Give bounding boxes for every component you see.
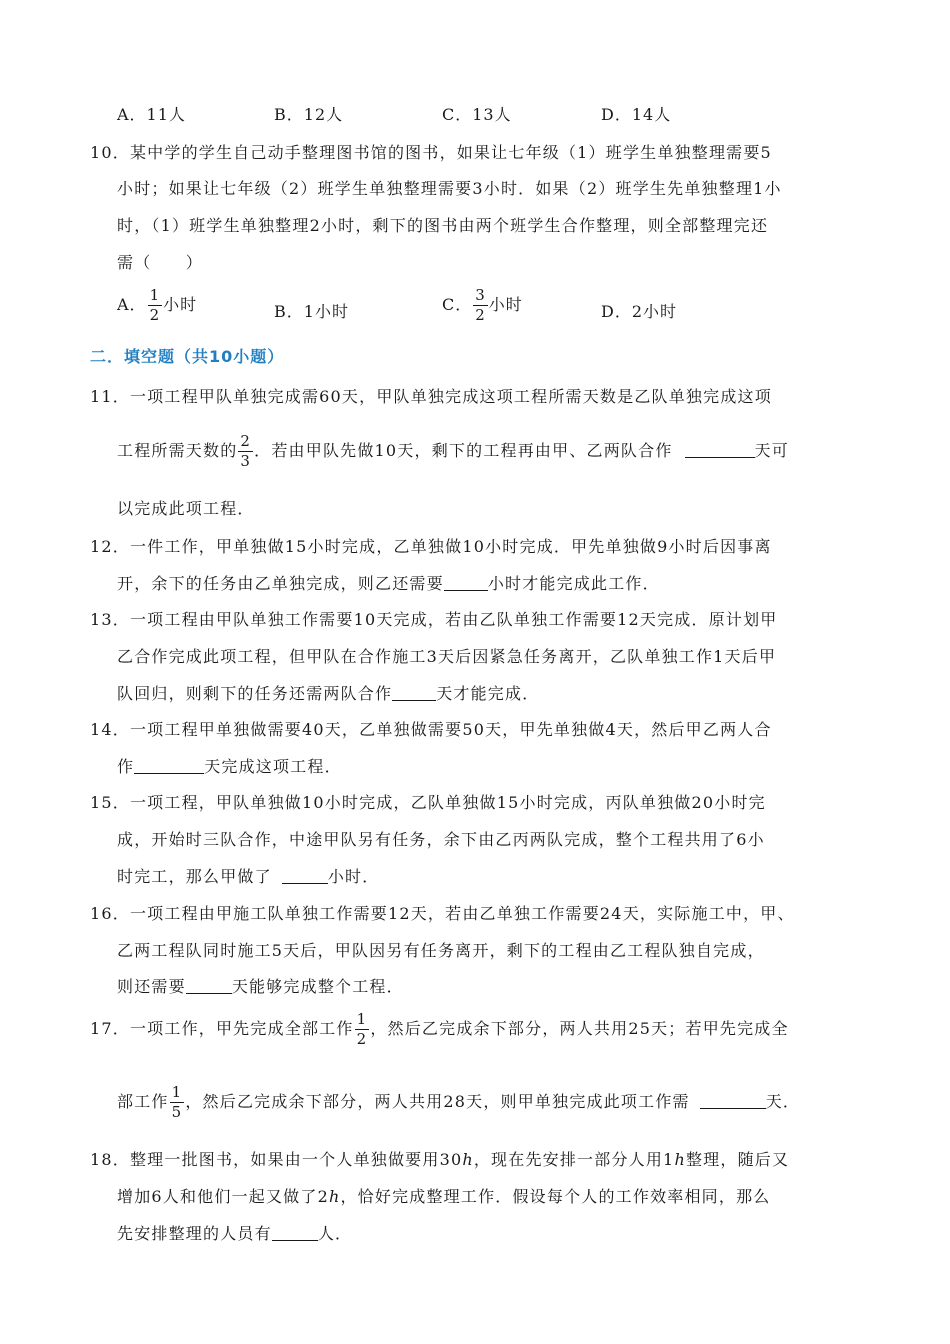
q14-text-2a: 作	[117, 757, 135, 776]
q18-unit-h: h	[328, 1187, 341, 1206]
q13-text-3b: 天才能完成．	[436, 684, 540, 703]
q11-answer-blank[interactable]	[685, 456, 755, 458]
q9-option-b[interactable]: B．12人	[274, 105, 344, 124]
q17-answer-blank[interactable]	[700, 1107, 766, 1109]
q10-option-c[interactable]	[442, 288, 523, 323]
q10-option-c-label: C．	[442, 295, 473, 314]
q14-number: 14．	[90, 720, 130, 739]
q13-line-1	[90, 607, 778, 630]
q17-line-2	[117, 1085, 800, 1120]
q11-text-2a: 工程所需天数的	[117, 441, 238, 460]
fraction-numerator: 1	[356, 1010, 368, 1028]
q16-text-1: 一项工程由甲施工队单独工作需要12天，若由乙单独工作需要24天，实际施工中，甲、	[129, 904, 795, 923]
q10-line-2: 小时；如果让七年级（2）班学生单独整理需要3小时．如果（2）班学生先单独整理1小	[117, 179, 782, 198]
q17-text-1b: ，然后乙完成余下部分，两人共用25天；若甲先完成全	[370, 1019, 789, 1038]
q17-text-2a: 部工作	[117, 1092, 169, 1111]
q17-text-2c: 天．	[765, 1092, 801, 1111]
q10-option-a-unit: 小时	[163, 295, 198, 314]
q15-line-3	[117, 864, 379, 887]
q11-number: 11．	[90, 387, 130, 406]
q9-option-a[interactable]: A．11人	[117, 105, 186, 124]
fraction-denominator: 2	[475, 306, 486, 324]
q10-option-a-label: A．	[117, 295, 147, 314]
q17-fraction-1	[355, 1012, 370, 1047]
q11-fraction	[238, 434, 253, 469]
fraction-numerator: 2	[240, 432, 252, 450]
q18-text-1b: ，现在先安排一部分人用1	[473, 1150, 675, 1169]
q17-text-1a: 一项工作，甲先完成全部工作	[129, 1019, 354, 1038]
q17-number: 17．	[90, 1019, 130, 1038]
q17-line-1	[90, 1012, 789, 1047]
fraction-denominator: 2	[149, 306, 161, 324]
q18-line-3	[117, 1221, 352, 1244]
fraction-numerator: 3	[475, 286, 486, 304]
q16-line-3	[117, 974, 404, 997]
q10-option-c-fraction	[473, 288, 488, 323]
q15-text-3a: 时完工，那么甲做了	[117, 867, 272, 886]
q13-text-1: 一项工程由甲队单独工作需要10天完成，若由乙队单独工作需要12天完成．原计划甲	[129, 610, 778, 629]
q14-line-1	[90, 717, 772, 740]
q10-line-3: 时，（1）班学生单独整理2小时，剩下的图书由两个班学生合作整理，则全部整理完还	[117, 216, 769, 235]
q10-option-c-unit: 小时	[488, 295, 523, 314]
q13-line-3	[117, 681, 539, 704]
q18-text-1a: 整理一批图书，如果由一个人单独做要用30	[129, 1150, 463, 1169]
q13-text-3a: 队回归，则剩下的任务还需两队合作	[117, 684, 393, 703]
q15-line-2: 成，开始时三队合作，中途甲队另有任务，余下由乙丙两队完成，整个工程共用了6小	[117, 830, 765, 849]
q12-answer-blank[interactable]	[444, 589, 488, 591]
q16-line-1	[90, 901, 795, 924]
q18-text-2b: ，恰好完成整理工作．假设每个人的工作效率相同，那么	[340, 1187, 771, 1206]
q10-option-a[interactable]	[117, 288, 197, 323]
fraction-numerator: 1	[171, 1083, 183, 1101]
fraction-denominator: 2	[356, 1030, 368, 1048]
q13-answer-blank[interactable]	[392, 699, 436, 701]
q16-answer-blank[interactable]	[186, 992, 232, 994]
q10-option-d[interactable]: D．2小时	[601, 302, 678, 321]
q12-text-2a: 开，余下的任务由乙单独完成，则乙还需要	[117, 574, 444, 593]
q18-unit-h: h	[674, 1150, 686, 1169]
q15-answer-blank[interactable]	[282, 882, 328, 884]
q13-line-2: 乙合作完成此项工程，但甲队在合作施工3天后因紧急任务离开，乙队单独工作1天后甲	[117, 647, 777, 666]
q16-text-3a: 则还需要	[117, 977, 186, 996]
fraction-numerator: 1	[149, 286, 161, 304]
q18-line-1	[90, 1147, 789, 1170]
q12-text-2b: 小时才能完成此工作．	[487, 574, 660, 593]
q10-number: 10．	[90, 143, 130, 162]
q17-fraction-2	[170, 1085, 185, 1120]
q13-number: 13．	[90, 610, 130, 629]
fraction-denominator: 5	[171, 1103, 183, 1121]
q12-line-1	[90, 534, 772, 557]
q18-text-2a: 增加6人和他们一起又做了2	[117, 1187, 329, 1206]
q11-text-1: 一项工程甲队单独完成需60天，甲队单独完成这项工程所需天数是乙队单独完成这项	[129, 387, 772, 406]
q9-option-c[interactable]: C．13人	[442, 105, 512, 124]
q12-text-1: 一件工作，甲单独做15小时完成，乙单独做10小时完成．甲先单独做9小时后因事离	[129, 537, 772, 556]
q15-line-1	[90, 790, 766, 813]
q16-line-2: 乙两工程队同时施工5天后，甲队因另有任务离开，剩下的工程由乙工程队独自完成，	[117, 941, 765, 960]
q10-line-4: 需（ ）	[117, 253, 204, 272]
q10-option-b[interactable]: B．1小时	[274, 302, 349, 321]
section-title: 二．填空题（共10小题）	[90, 347, 285, 366]
q15-text-3b: 小时．	[327, 867, 380, 886]
q18-text-3a: 先安排整理的人员有	[117, 1224, 272, 1243]
q14-answer-blank[interactable]	[134, 772, 204, 774]
q15-text-1: 一项工程，甲队单独做10小时完成，乙队单独做15小时完成，丙队单独做20小时完	[129, 793, 766, 812]
q14-line-2	[117, 754, 342, 777]
q18-answer-blank[interactable]	[272, 1239, 318, 1241]
q14-text-1: 一项工程甲单独做需要40天，乙单独做需要50天，甲先单独做4天，然后甲乙两人合	[129, 720, 772, 739]
q12-line-2	[117, 571, 660, 594]
q15-number: 15．	[90, 793, 130, 812]
fraction-denominator: 3	[240, 452, 252, 470]
q12-number: 12．	[90, 537, 130, 556]
q17-text-2b: ，然后乙完成余下部分，两人共用28天，则甲单独完成此项工作需	[185, 1092, 690, 1111]
q11-line-3: 以完成此项工程．	[117, 499, 255, 518]
q14-text-2b: 天完成这项工程．	[204, 757, 342, 776]
q11-line-1	[90, 384, 772, 407]
q18-text-1c: 整理，随后又	[685, 1150, 790, 1169]
q9-option-d[interactable]: D．14人	[601, 105, 672, 124]
q11-line-2	[117, 434, 789, 469]
q10-line-1	[90, 140, 772, 163]
q16-text-3b: 天能够完成整个工程．	[231, 977, 404, 996]
q18-number: 18．	[90, 1150, 130, 1169]
q11-text-2c: 天可	[754, 441, 789, 460]
q18-text-3b: 人．	[317, 1224, 353, 1243]
q11-text-2b: ．若由甲队先做10天，剩下的工程再由甲、乙两队合作	[254, 441, 673, 460]
q10-option-a-fraction	[148, 288, 163, 323]
q10-text-1: 某中学的学生自己动手整理图书馆的图书，如果让七年级（1）班学生单独整理需要5	[129, 143, 772, 162]
q18-unit-h: h	[462, 1150, 474, 1169]
q16-number: 16．	[90, 904, 130, 923]
q18-line-2	[117, 1184, 771, 1207]
